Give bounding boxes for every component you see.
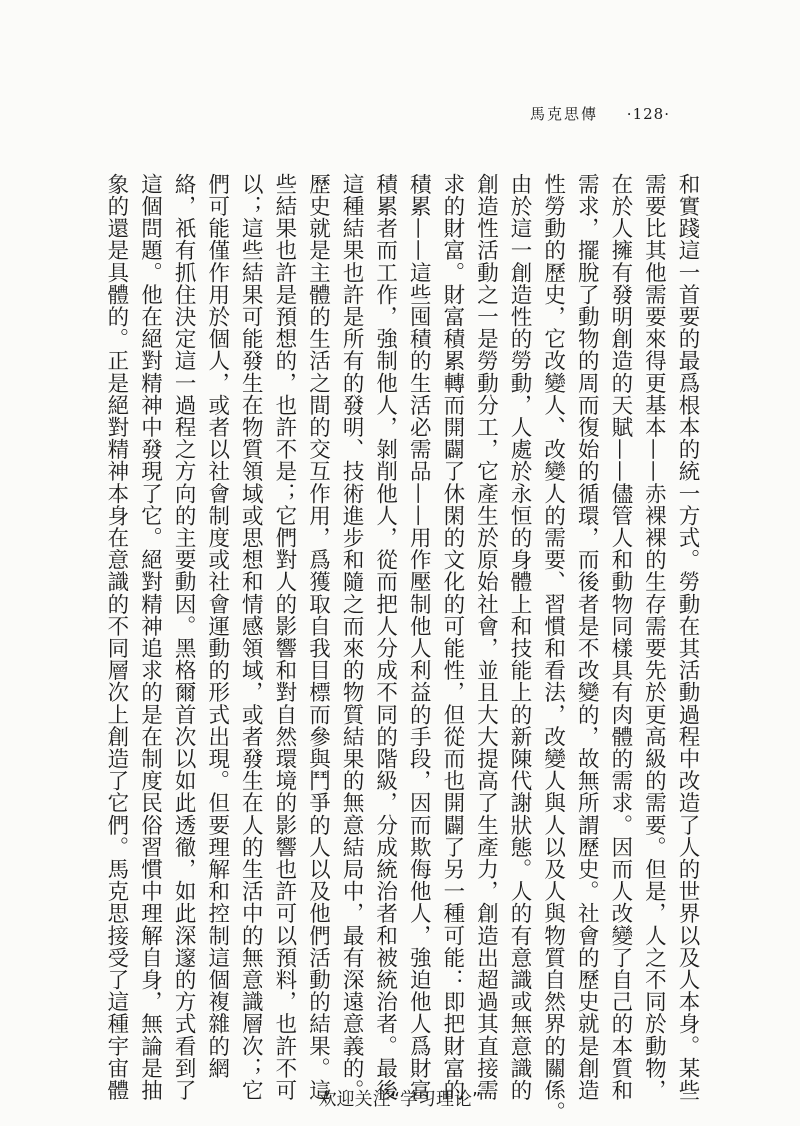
text-column: 些結果也許是預想的，也許不是；它們對人的影響和對自然環境的影響也許可以預料，也許不可: [271, 173, 297, 1102]
page-number: ·128·: [626, 105, 670, 123]
text-column: 絡，祇有抓住決定這一過程之方向的主要動因。黑格爾首次以如此透徹，如此深邃的方式看到了: [171, 173, 197, 1102]
text-column: 由於這一創造性的勞動，人處於永恒的身體上和技能上的新陳代謝狀態。人的有意識或無意識的: [507, 173, 533, 1102]
text-column: 性勞動的歷史，它改變人、改變人的需要、習慣和看法，改變人與人以及人與物質自然界的關係。: [540, 173, 566, 1124]
text-column: 在於人擁有發明創造的天賦——儘管人和動物同樣具有肉體的需求。因而人改變了自己的本質和: [607, 173, 633, 1102]
text-column: 需要比其他需要來得更基本——赤裸裸的生存需要先於更高級的需要。但是，人之不同於動物，: [641, 173, 667, 1102]
footer-text: 欢迎关注“学习理论”: [318, 1089, 482, 1110]
text-column: 積累者而工作，強制他人，剝削他人，從而把人分成不同的階級，分成統治者和被統治者。最後: [372, 173, 398, 1102]
text-column: 歷史就是主體的生活之間的交互作用，爲獲取自我目標而參與鬥爭的人以及他們活動的結果。這: [305, 173, 331, 1102]
text-column: 需求，擺脫了動物的周而復始的循環，而後者是不改變的，故無所謂歷史。社會的歷史就是創造: [574, 173, 600, 1102]
book-title: 馬克思傳: [530, 105, 599, 123]
text-column: 這個問題。他在絕對精神中發現了它。絕對精神追求的是在制度民俗習慣中理解自身，無論是抽: [137, 173, 163, 1102]
text-column: 象的還是具體的。正是絕對精神本身在意識的不同層次上創造了它們。馬克思接受了這種宇宙體: [103, 173, 129, 1102]
text-column: 這種結果也許是所有的發明、技術進步和隨之而來的物質結果的無意結局中，最有深遠意義的。: [339, 173, 365, 1102]
text-column: 積累——這些囤積的生活必需品——用作壓制他人利益的手段，因而欺侮他人，強迫他人爲財富: [406, 173, 432, 1102]
text-column: 和實踐這一首要的最爲根本的統一方式。勞動在其活動過程中改造了人的世界以及人本身。某些: [675, 173, 700, 1102]
text-column: 們可能僅作用於個人，或者以社會制度或社會運動的形式出現。但要理解和控制這個複雜的網: [204, 173, 230, 1080]
text-column: 創造性活動之一是勞動分工，它產生於原始社會，並且大大提高了生產力，創造出超過其直接需: [473, 173, 499, 1102]
text-column: 求的財富。財富積累轉而開闢了休閑的文化的可能性，但從而也開闢了另一種可能：即把財富的: [439, 173, 465, 1102]
running-head: [530, 103, 730, 131]
text-column: 以；這些結果可能發生在物質領域或思想和情感領域，或者發生在人的生活中的無意識層次；它: [238, 173, 264, 1102]
